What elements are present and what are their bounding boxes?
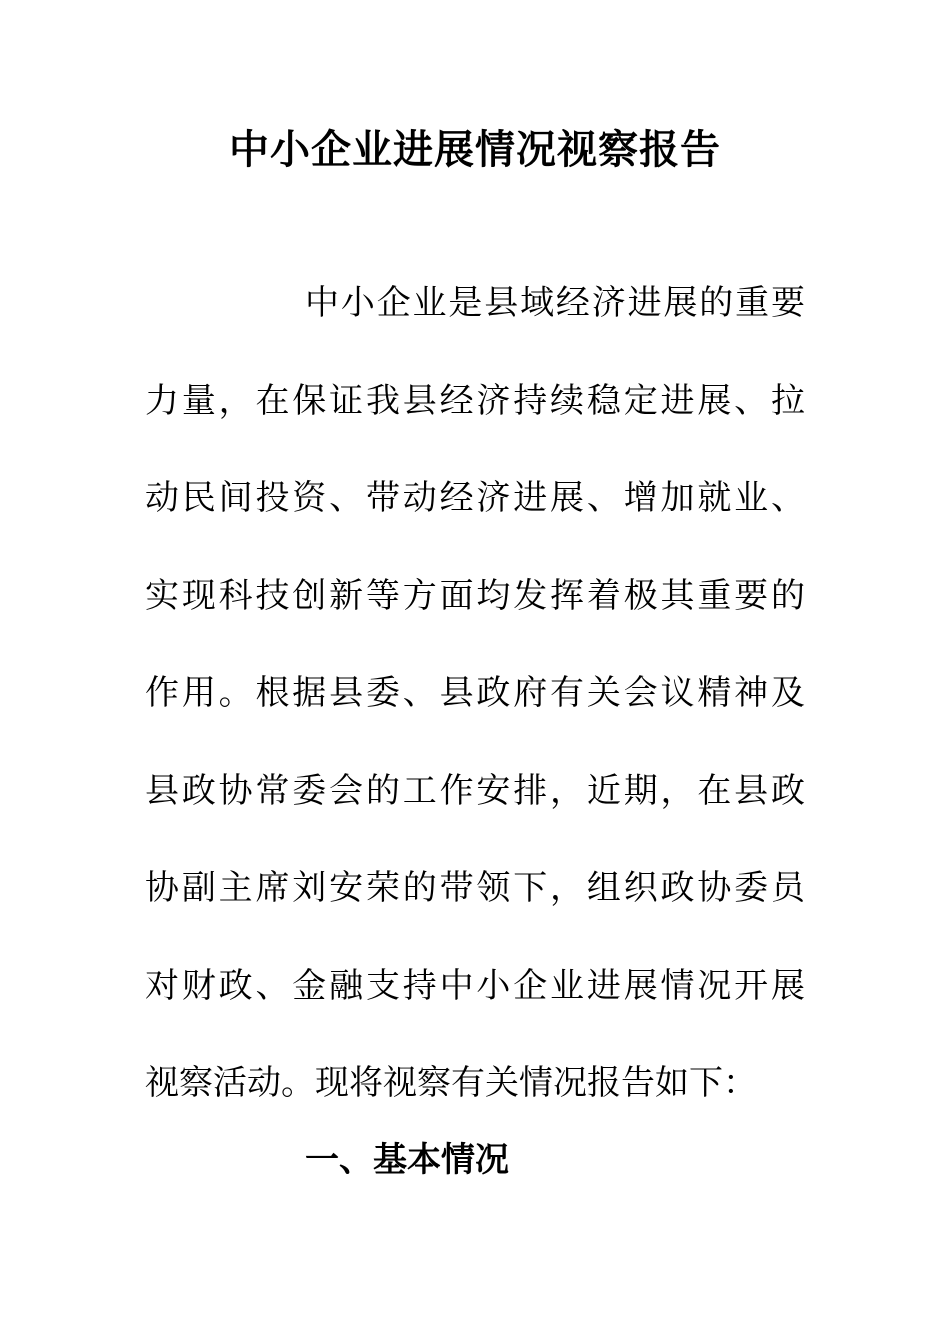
paragraph-line: 中小企业是县域经济进展的重要 [305,283,805,323]
paragraph-line: 实现科技创新等方面均发挥着极其重要的 [145,575,805,616]
paragraph-line: 协副主席刘安荣的带领下，组织政协委员 [145,868,805,908]
paragraph-line: 县政协常委会的工作安排，近期，在县政 [145,770,805,811]
paragraph-line: 对财政、金融支持中小企业进展情况开展 [145,965,805,1006]
document-title: 中小企业进展情况视察报告 [229,126,721,173]
paragraph-line: 动民间投资、带动经济进展、增加就业、 [145,478,805,518]
section-heading: 一、基本情况 [305,1140,509,1180]
paragraph-line: 作用。根据县委、县政府有关会议精神及 [145,673,805,713]
paragraph-line: 视察活动。现将视察有关情况报告如下： [145,1063,757,1103]
intro-paragraph [145,255,805,1133]
paragraph-line: 力量，在保证我县经济持续稳定进展、拉 [145,380,805,421]
